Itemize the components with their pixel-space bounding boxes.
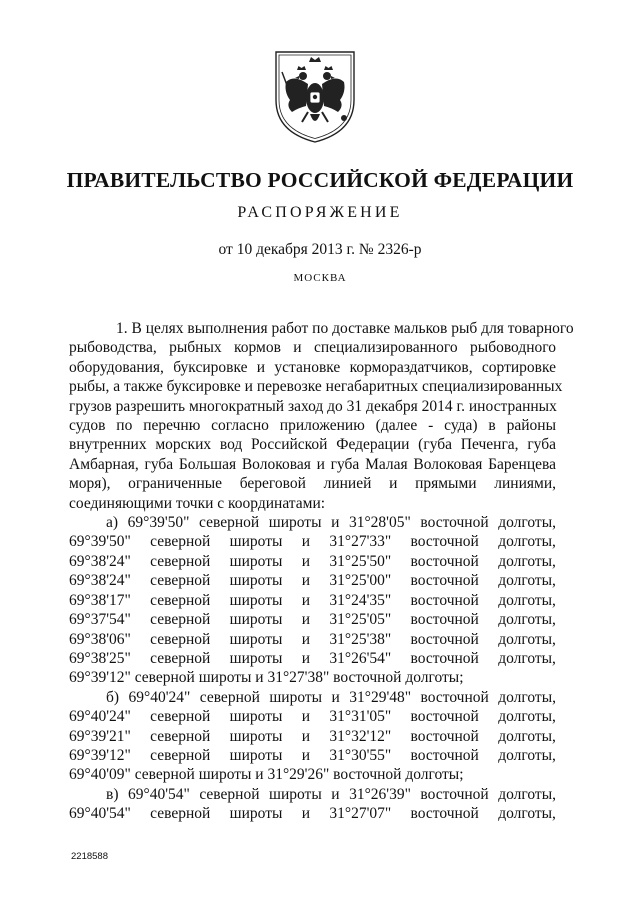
latitude: 69°40'54"	[69, 805, 131, 823]
word: северной	[150, 591, 211, 609]
document-body	[69, 319, 574, 824]
word: восточной	[410, 552, 479, 570]
longitude: 31°24'35"	[329, 591, 392, 609]
word: и	[301, 746, 311, 764]
coordinate-row	[69, 630, 556, 649]
latitude: 69°37'54"	[69, 611, 131, 629]
text-line: оборудования, буксировке и установке кормораздатчиков, сортировке	[69, 358, 556, 376]
word: северной	[150, 552, 211, 570]
latitude: 69°39'12"	[69, 746, 131, 764]
document-registration-number: 2218588	[71, 851, 108, 862]
latitude: 69°38'25"	[69, 649, 131, 667]
coordinate-row	[69, 649, 556, 668]
word: долготы,	[498, 630, 556, 648]
document-type: РАСПОРЯЖЕНИЕ	[237, 204, 403, 221]
coordinate-line: а) 69°39'50" северной широты и 31°28'05" восточной долготы,	[106, 514, 556, 532]
word: восточной	[410, 649, 479, 667]
text-line: грузов разрешить многократный заход до 31 декабря 2014 г. иностранных	[69, 397, 557, 415]
word: северной	[150, 746, 211, 764]
word: широты	[229, 727, 283, 745]
text-line: Амбарная, губа Большая Волоковая и губа Малая Волоковая Баренцева	[69, 455, 556, 473]
word: долготы,	[498, 746, 556, 764]
word: северной	[150, 611, 211, 629]
word: широты	[229, 552, 283, 570]
word: долготы,	[498, 552, 556, 570]
coordinate-row	[69, 707, 556, 726]
word: северной	[150, 649, 211, 667]
word: северной	[150, 708, 211, 726]
word: широты	[229, 708, 283, 726]
word: широты	[229, 746, 283, 764]
word: долготы,	[498, 727, 556, 745]
document-city: МОСКВА	[293, 272, 347, 284]
word: широты	[229, 805, 283, 823]
word: долготы,	[498, 708, 556, 726]
coordinate-row	[69, 591, 556, 610]
word: восточной	[410, 533, 479, 551]
word: и	[301, 805, 311, 823]
text-line: внутренних морских вод Российской Федерации (губа Печенга, губа	[69, 436, 556, 454]
coordinate-row	[69, 552, 556, 571]
longitude: 31°25'05"	[329, 611, 392, 629]
word: долготы,	[498, 611, 556, 629]
word: восточной	[410, 708, 479, 726]
latitude: 69°38'17"	[69, 591, 131, 609]
word: долготы,	[498, 805, 556, 823]
word: и	[301, 611, 311, 629]
longitude: 31°25'38"	[329, 630, 392, 648]
coordinate-line: 69°40'09" северной широты и 31°29'26" восточной долготы;	[69, 766, 464, 784]
coat-of-arms-icon	[272, 48, 358, 144]
latitude: 69°39'50"	[69, 533, 131, 551]
document-date-number: от 10 декабря 2013 г. № 2326-р	[218, 241, 422, 258]
text-line: 1. В целях выполнения работ по доставке мальков рыб для товарного	[116, 320, 574, 337]
text-line: рыбоводства, рыбных кормов и специализированного рыбоводного	[69, 339, 556, 357]
word: восточной	[410, 611, 479, 629]
word: и	[301, 649, 311, 667]
word: широты	[229, 649, 283, 667]
word: и	[301, 630, 311, 648]
word: и	[301, 533, 311, 551]
word: и	[301, 727, 311, 745]
text-line: судов по перечню согласно приложению (далее - суда) в районы	[69, 417, 556, 435]
word: широты	[229, 591, 283, 609]
word: северной	[150, 727, 211, 745]
word: северной	[150, 630, 211, 648]
coordinate-line: в) 69°40'54" северной широты и 31°26'39" восточной долготы,	[106, 785, 556, 803]
word: северной	[150, 533, 211, 551]
government-title: ПРАВИТЕЛЬСТВО РОССИЙСКОЙ ФЕДЕРАЦИИ	[66, 168, 574, 192]
word: и	[301, 591, 311, 609]
longitude: 31°30'55"	[329, 746, 392, 764]
word: восточной	[410, 746, 479, 764]
word: долготы,	[498, 649, 556, 667]
coordinate-row	[69, 571, 556, 590]
coordinate-area-a	[69, 513, 556, 688]
longitude: 31°31'05"	[329, 708, 392, 726]
text-line: моря), ограниченные береговой линией и прямыми линиями,	[69, 475, 556, 493]
word: и	[301, 552, 311, 570]
paragraph-1	[69, 319, 574, 513]
word: восточной	[410, 591, 479, 609]
coordinate-line: б) 69°40'24" северной широты и 31°29'48" восточной долготы,	[106, 688, 556, 706]
longitude: 31°25'00"	[329, 572, 392, 590]
latitude: 69°38'24"	[69, 572, 131, 590]
word: и	[301, 708, 311, 726]
word: долготы,	[498, 591, 556, 609]
word: долготы,	[498, 572, 556, 590]
word: восточной	[410, 630, 479, 648]
coordinate-line: 69°39'12" северной широты и 31°27'38" восточной долготы;	[69, 669, 464, 687]
latitude: 69°40'24"	[69, 708, 131, 726]
coordinate-area-v	[69, 785, 556, 824]
word: широты	[229, 630, 283, 648]
word: восточной	[410, 572, 479, 590]
longitude: 31°27'07"	[329, 805, 392, 823]
longitude: 31°27'33"	[329, 533, 392, 551]
word: северной	[150, 572, 211, 590]
word: широты	[229, 572, 283, 590]
text-line: соединяющими точки с координатами:	[69, 494, 326, 512]
coordinate-row	[69, 804, 556, 823]
word: широты	[229, 533, 283, 551]
word: восточной	[410, 805, 479, 823]
longitude: 31°25'50"	[329, 552, 392, 570]
longitude: 31°26'54"	[329, 649, 392, 667]
coordinate-row	[69, 727, 556, 746]
text-line: рыбы, а также буксировке и перевозке негабаритных специализированных	[69, 378, 563, 396]
word: и	[301, 572, 311, 590]
coordinate-row	[69, 610, 556, 629]
word: долготы,	[498, 533, 556, 551]
latitude: 69°38'06"	[69, 630, 131, 648]
coordinate-area-b	[69, 688, 556, 785]
coordinate-row	[69, 746, 556, 765]
word: северной	[150, 805, 211, 823]
latitude: 69°39'21"	[69, 727, 131, 745]
word: широты	[229, 611, 283, 629]
latitude: 69°38'24"	[69, 552, 131, 570]
longitude: 31°32'12"	[329, 727, 392, 745]
word: восточной	[410, 727, 479, 745]
coordinate-row	[69, 532, 556, 551]
